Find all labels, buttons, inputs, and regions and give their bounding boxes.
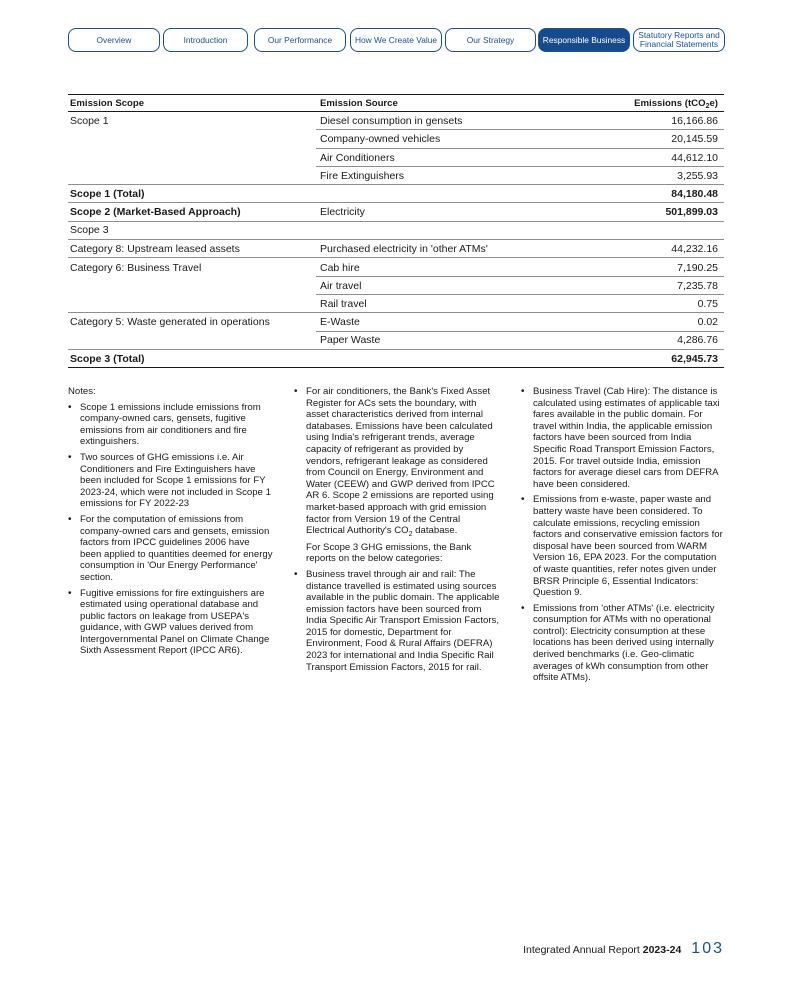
tab-statutory-reports[interactable] <box>633 28 725 52</box>
tab-responsible-business[interactable]: Responsible Business <box>538 28 630 52</box>
tab-overview[interactable]: Overview <box>68 28 160 52</box>
source-cell: Electricity <box>320 206 365 219</box>
tab-label-line2: Financial Statements <box>639 39 719 49</box>
source-cell: Diesel consumption in gensets <box>320 115 463 128</box>
notes-column-1 <box>68 386 273 661</box>
source-cell: Purchased electricity in 'other ATMs' <box>320 242 488 255</box>
scope-cell: Scope 2 (Market-Based Approach) <box>70 206 241 219</box>
note-bullet: • Business Travel (Cab Hire): The distance is calculated using estimates of applicable taxi fares available in the public domain. For travel within India, the applicable emission factors have been sourced from India Specific Road Transport Emission Factors, 2015. For travel outside India, emission factors for average diesel cars from DEFRA have been considered. <box>521 386 725 490</box>
tab-our-performance[interactable]: Our Performance <box>254 28 346 52</box>
table-row-scope3 <box>68 222 724 240</box>
source-cell: E-Waste <box>320 316 360 329</box>
note-bullet: • Two sources of GHG emissions i.e. Air Conditioners and Fire Extinguishers have been included for Scope 1 emissions for FY 2023-24, which were not included in Scope 1 emissions for FY 2022-23 <box>68 452 273 510</box>
notes-title: Notes: <box>68 386 96 397</box>
value-cell: 4,286.76 <box>677 334 718 347</box>
value-cell: 501,899.03 <box>665 206 718 219</box>
source-cell: Fire Extinguishers <box>320 169 405 182</box>
table-row <box>68 332 724 350</box>
value-cell: 44,612.10 <box>671 151 718 164</box>
top-navigation <box>68 28 725 53</box>
value-cell: 44,232.16 <box>671 242 718 255</box>
table-row <box>68 295 724 313</box>
notes-column-3 <box>521 386 725 688</box>
table-row <box>68 167 724 185</box>
source-cell: Rail travel <box>320 297 367 310</box>
value-cell: 0.75 <box>697 297 718 310</box>
table-row <box>68 240 724 258</box>
table-row <box>68 149 724 167</box>
value-cell: 62,945.73 <box>671 352 718 365</box>
note-bullet: • Fugitive emissions for fire extinguishers are estimated using operational database and public factors on leakage from USEPA's guidance, with GWP values derived from Intergovernmental Panel on Climate Change Sixth Assessment Report (IPCC AR6). <box>68 588 273 658</box>
note-bullet: • Emissions from e-waste, paper waste and battery waste have been considered. To calculate emissions, recycling emission factors and conservative emission factors for disposal have been sourced from WARM Version 16, EPA 2023. For the computation of waste quantities, refer notes given under BRSR Principle 6, Essential Indicators: Question 9. <box>521 494 725 598</box>
tab-our-strategy[interactable]: Our Strategy <box>445 28 536 52</box>
note-bullet: • Business travel through air and rail: The distance travelled is estimated using sources available in the public domain. The applicable emission factors have been sourced from India Specific Air Transport Emission Factors, 2015 for domestic, Department for Environment, Food & Rural Affairs (DEFRA) 2023 for international and India Specific Rail Transport Emission Factors, 2015 for rail. <box>294 569 500 673</box>
value-cell: 3,255.93 <box>677 169 718 182</box>
table-row-scope3-total <box>68 350 724 368</box>
source-cell: Air Conditioners <box>320 151 395 164</box>
tab-label-line1: Statutory Reports and <box>638 30 720 40</box>
tab-introduction[interactable]: Introduction <box>163 28 248 52</box>
value-cell: 84,180.48 <box>671 187 718 200</box>
source-cell: Cab hire <box>320 261 360 274</box>
table-row <box>68 130 724 148</box>
table-row <box>68 112 724 130</box>
scope-cell: Scope 3 (Total) <box>70 352 145 365</box>
header-emissions: Emissions (tCO 2 e) <box>634 97 718 110</box>
table-row <box>68 258 724 276</box>
tab-how-we-create-value[interactable]: How We Create Value <box>350 28 442 52</box>
table-row <box>68 277 724 295</box>
note-bullet: • Emissions from 'other ATMs' (i.e. electricity consumption for ATMs with no operational control): Electricity consumption at these locations has been derived using internally derived benchmarks (i.e. Geo-climatic averages of kWh consumption from other offsite ATMs). <box>521 603 725 684</box>
table-row-scope1-total <box>68 185 724 203</box>
table-row-scope2 <box>68 203 724 221</box>
scope-cell: Scope 1 (Total) <box>70 187 145 200</box>
scope-cell: Category 5: Waste generated in operations <box>70 316 270 329</box>
value-cell: 7,235.78 <box>677 279 718 292</box>
source-cell: Air travel <box>320 279 362 292</box>
scope-cell: Scope 1 <box>70 115 109 128</box>
page-footer <box>523 940 724 958</box>
source-cell: Paper Waste <box>320 334 381 347</box>
header-emission-source: Emission Source <box>320 97 398 109</box>
note-paragraph: For Scope 3 GHG emissions, the Bank reports on the below categories: <box>306 541 472 565</box>
report-title: Integrated Annual Report 2023-24 <box>523 944 682 956</box>
note-bullet: • For the computation of emissions from company-owned cars and gensets, emission factors from IPCC guidelines 2006 have been applied to quantities deemed for energy consumption in 'Our Energy Performance' section. <box>68 514 273 584</box>
page-number: 103 <box>691 940 724 957</box>
note-bullet: • Scope 1 emissions include emissions from company-owned cars, gensets, fugitive emissions from air conditioners and fire extinguishers. <box>68 402 273 448</box>
notes-column-2 <box>294 386 500 677</box>
value-cell: 20,145.59 <box>671 133 718 146</box>
scope-cell: Category 6: Business Travel <box>70 261 202 274</box>
emissions-table <box>68 94 724 368</box>
value-cell: 7,190.25 <box>677 261 718 274</box>
table-header-row <box>68 94 724 112</box>
scope-cell: Scope 3 <box>70 224 109 237</box>
source-cell: Company-owned vehicles <box>320 133 441 146</box>
scope-cell: Category 8: Upstream leased assets <box>70 242 240 255</box>
value-cell: 16,166.86 <box>671 115 718 128</box>
header-emission-scope: Emission Scope <box>70 97 145 109</box>
value-cell: 0.02 <box>697 316 718 329</box>
note-bullet: • For air conditioners, the Bank's Fixed Asset Register for ACs sets the boundary, with asset characteristics derived from internal databases. Emissions have been calculated using India's refrigerant trends, average capacity of refrigerant as provided by vendors, refrigerant leakage as considered from Council on Energy, Environment and Water (CEEW) and GWP derived from IPCC AR 6. Scope 2 emissions are reported using market-based approach with grid emission factor from Version 19 of the Central Electrical Authority's $CO_2$ database. <box>294 386 500 538</box>
table-row <box>68 313 724 331</box>
